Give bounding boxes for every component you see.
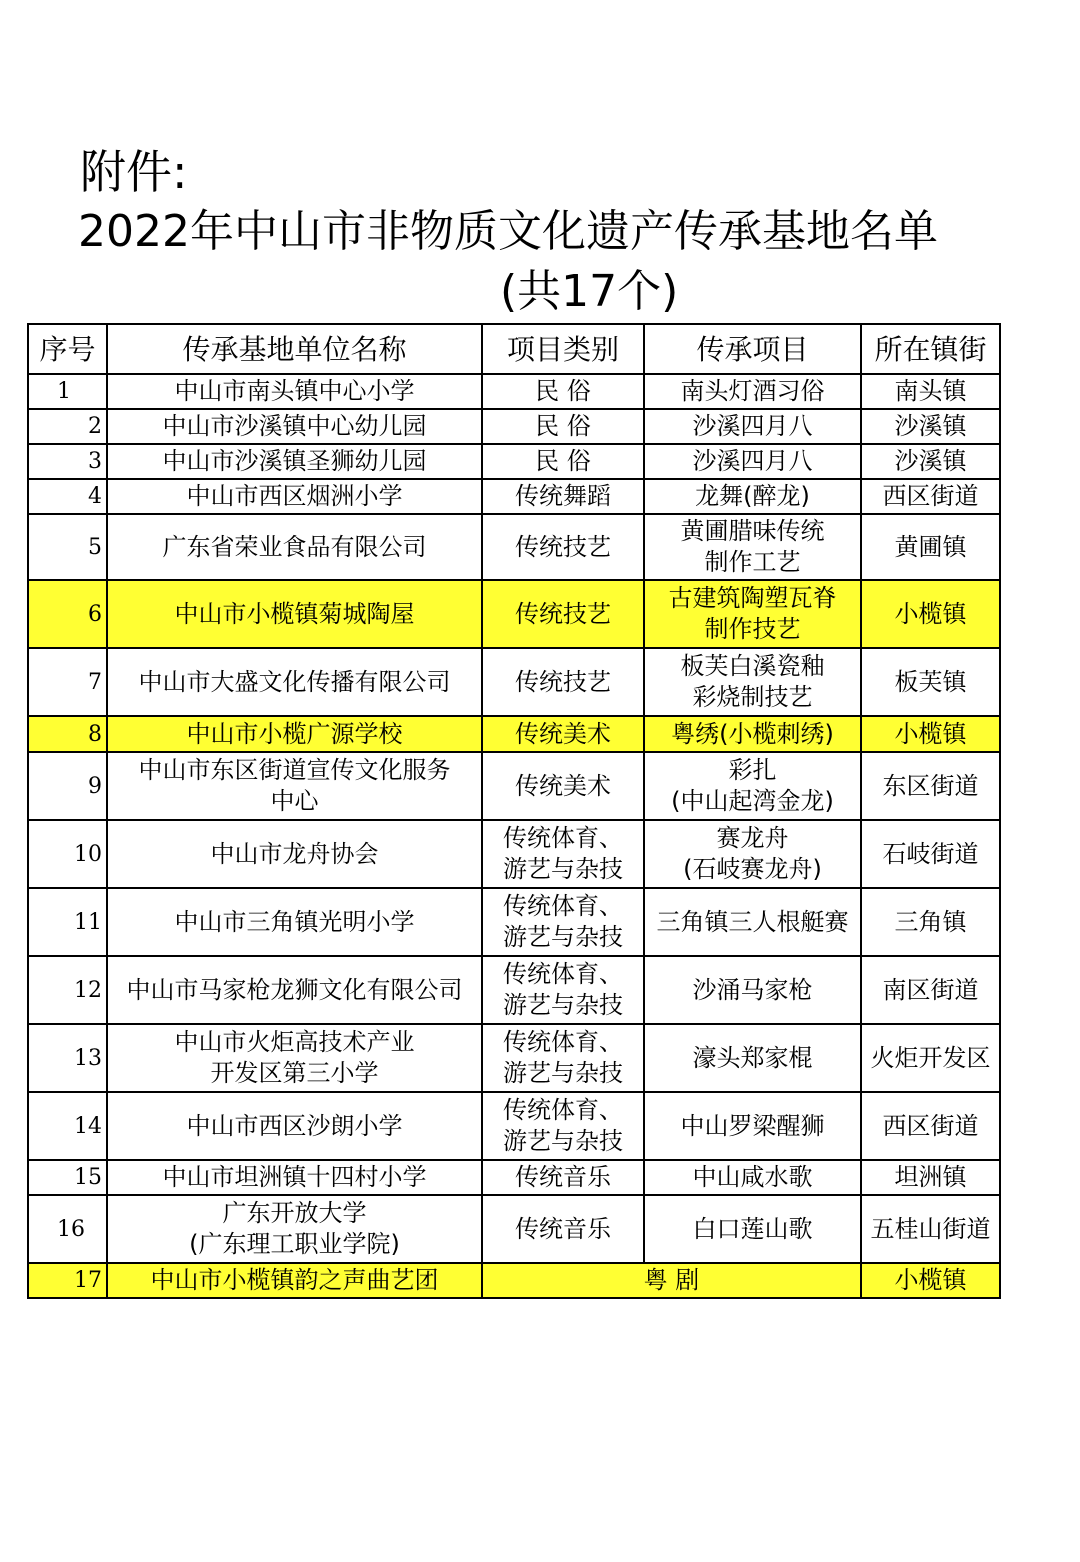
heritage-project: 中山咸水歌 bbox=[644, 1160, 861, 1195]
unit-name: 中山市小榄镇韵之声曲艺团 bbox=[107, 1263, 482, 1298]
unit-name: 中山市南头镇中心小学 bbox=[107, 374, 482, 409]
page-title: 2022年中山市非物质文化遗产传承基地名单 bbox=[78, 206, 938, 257]
table-row bbox=[28, 1195, 1000, 1263]
unit-name: 中山市大盛文化传播有限公司 bbox=[107, 648, 482, 716]
table-row bbox=[28, 956, 1000, 1024]
town-street: 小榄镇 bbox=[861, 580, 1000, 648]
heritage-project: 彩扎 (中山起湾金龙) bbox=[644, 752, 861, 820]
table-row bbox=[28, 716, 1000, 752]
project-category: 民 俗 bbox=[482, 409, 644, 444]
attachment-label: 附件: bbox=[80, 145, 188, 199]
table-row bbox=[28, 820, 1000, 888]
row-number: 7 bbox=[28, 648, 107, 716]
town-street: 坦洲镇 bbox=[861, 1160, 1000, 1195]
column-header-name: 传承基地单位名称 bbox=[107, 324, 482, 374]
heritage-project: 龙舞(醉龙) bbox=[644, 479, 861, 514]
table-row bbox=[28, 479, 1000, 514]
heritage-project: 古建筑陶塑瓦脊 制作技艺 bbox=[644, 580, 861, 648]
heritage-project: 赛龙舟 (石岐赛龙舟) bbox=[644, 820, 861, 888]
town-street: 小榄镇 bbox=[861, 716, 1000, 752]
heritage-project: 粤绣(小榄刺绣) bbox=[644, 716, 861, 752]
heritage-project: 板芙白溪瓷釉 彩烧制技艺 bbox=[644, 648, 861, 716]
table-row bbox=[28, 374, 1000, 409]
unit-name: 中山市小榄镇菊城陶屋 bbox=[107, 580, 482, 648]
heritage-project: 中山罗梁醒狮 bbox=[644, 1092, 861, 1160]
unit-name: 中山市西区烟洲小学 bbox=[107, 479, 482, 514]
heritage-project: 濠头郑家棍 bbox=[644, 1024, 861, 1092]
table-row bbox=[28, 409, 1000, 444]
town-street: 小榄镇 bbox=[861, 1263, 1000, 1298]
town-street: 石岐街道 bbox=[861, 820, 1000, 888]
row-number: 3 bbox=[28, 444, 107, 479]
town-street: 沙溪镇 bbox=[861, 409, 1000, 444]
unit-name: 中山市东区街道宣传文化服务 中心 bbox=[107, 752, 482, 820]
heritage-project: 三角镇三人根艇赛 bbox=[644, 888, 861, 956]
town-street: 西区街道 bbox=[861, 1092, 1000, 1160]
row-number: 14 bbox=[28, 1092, 107, 1160]
row-number: 16 bbox=[28, 1195, 107, 1263]
project-category: 传统舞蹈 bbox=[482, 479, 644, 514]
table-header-row bbox=[28, 324, 1000, 374]
category-project-merged: 粤 剧 bbox=[482, 1263, 861, 1298]
row-number: 2 bbox=[28, 409, 107, 444]
town-street: 黄圃镇 bbox=[861, 514, 1000, 580]
unit-name: 中山市三角镇光明小学 bbox=[107, 888, 482, 956]
table-row bbox=[28, 752, 1000, 820]
row-number: 9 bbox=[28, 752, 107, 820]
project-category: 传统技艺 bbox=[482, 648, 644, 716]
project-category: 传统体育、 游艺与杂技 bbox=[482, 820, 644, 888]
town-street: 沙溪镇 bbox=[861, 444, 1000, 479]
row-number: 17 bbox=[28, 1263, 107, 1298]
row-number: 6 bbox=[28, 580, 107, 648]
town-street: 东区街道 bbox=[861, 752, 1000, 820]
heritage-project: 黄圃腊味传统 制作工艺 bbox=[644, 514, 861, 580]
heritage-project: 南头灯酒习俗 bbox=[644, 374, 861, 409]
town-street: 五桂山街道 bbox=[861, 1195, 1000, 1263]
project-category: 传统美术 bbox=[482, 716, 644, 752]
heritage-project: 沙涌马家枪 bbox=[644, 956, 861, 1024]
table-row bbox=[28, 1024, 1000, 1092]
unit-name: 中山市坦洲镇十四村小学 bbox=[107, 1160, 482, 1195]
unit-name: 中山市龙舟协会 bbox=[107, 820, 482, 888]
column-header-town: 所在镇街 bbox=[861, 324, 1000, 374]
heritage-project: 沙溪四月八 bbox=[644, 444, 861, 479]
table-row bbox=[28, 580, 1000, 648]
table-row bbox=[28, 648, 1000, 716]
row-number: 15 bbox=[28, 1160, 107, 1195]
row-number: 1 bbox=[28, 374, 107, 409]
project-category: 传统体育、 游艺与杂技 bbox=[482, 1024, 644, 1092]
table-row bbox=[28, 888, 1000, 956]
project-category: 传统体育、 游艺与杂技 bbox=[482, 956, 644, 1024]
page-subtitle: (共17个) bbox=[500, 266, 679, 317]
row-number: 11 bbox=[28, 888, 107, 956]
table-row bbox=[28, 1160, 1000, 1195]
unit-name: 中山市马家枪龙狮文化有限公司 bbox=[107, 956, 482, 1024]
town-street: 南区街道 bbox=[861, 956, 1000, 1024]
row-number: 8 bbox=[28, 716, 107, 752]
unit-name: 广东开放大学 (广东理工职业学院) bbox=[107, 1195, 482, 1263]
column-header-no: 序号 bbox=[28, 324, 107, 374]
project-category: 传统音乐 bbox=[482, 1195, 644, 1263]
table-row bbox=[28, 514, 1000, 580]
town-street: 板芙镇 bbox=[861, 648, 1000, 716]
column-header-category: 项目类别 bbox=[482, 324, 644, 374]
row-number: 10 bbox=[28, 820, 107, 888]
row-number: 4 bbox=[28, 479, 107, 514]
table-row bbox=[28, 1263, 1000, 1298]
project-category: 传统音乐 bbox=[482, 1160, 644, 1195]
table-row bbox=[28, 1092, 1000, 1160]
unit-name: 中山市小榄广源学校 bbox=[107, 716, 482, 752]
unit-name: 中山市西区沙朗小学 bbox=[107, 1092, 482, 1160]
town-street: 三角镇 bbox=[861, 888, 1000, 956]
town-street: 南头镇 bbox=[861, 374, 1000, 409]
heritage-project: 沙溪四月八 bbox=[644, 409, 861, 444]
project-category: 传统体育、 游艺与杂技 bbox=[482, 888, 644, 956]
heritage-base-table bbox=[27, 323, 1001, 1299]
row-number: 13 bbox=[28, 1024, 107, 1092]
unit-name: 中山市沙溪镇中心幼儿园 bbox=[107, 409, 482, 444]
project-category: 传统技艺 bbox=[482, 514, 644, 580]
town-street: 火炬开发区 bbox=[861, 1024, 1000, 1092]
table-row bbox=[28, 444, 1000, 479]
unit-name: 中山市沙溪镇圣狮幼儿园 bbox=[107, 444, 482, 479]
town-street: 西区街道 bbox=[861, 479, 1000, 514]
project-category: 传统体育、 游艺与杂技 bbox=[482, 1092, 644, 1160]
heritage-project: 白口莲山歌 bbox=[644, 1195, 861, 1263]
project-category: 传统美术 bbox=[482, 752, 644, 820]
unit-name: 广东省荣业食品有限公司 bbox=[107, 514, 482, 580]
project-category: 民 俗 bbox=[482, 444, 644, 479]
row-number: 12 bbox=[28, 956, 107, 1024]
project-category: 民 俗 bbox=[482, 374, 644, 409]
project-category: 传统技艺 bbox=[482, 580, 644, 648]
column-header-project: 传承项目 bbox=[644, 324, 861, 374]
unit-name: 中山市火炬高技术产业 开发区第三小学 bbox=[107, 1024, 482, 1092]
row-number: 5 bbox=[28, 514, 107, 580]
